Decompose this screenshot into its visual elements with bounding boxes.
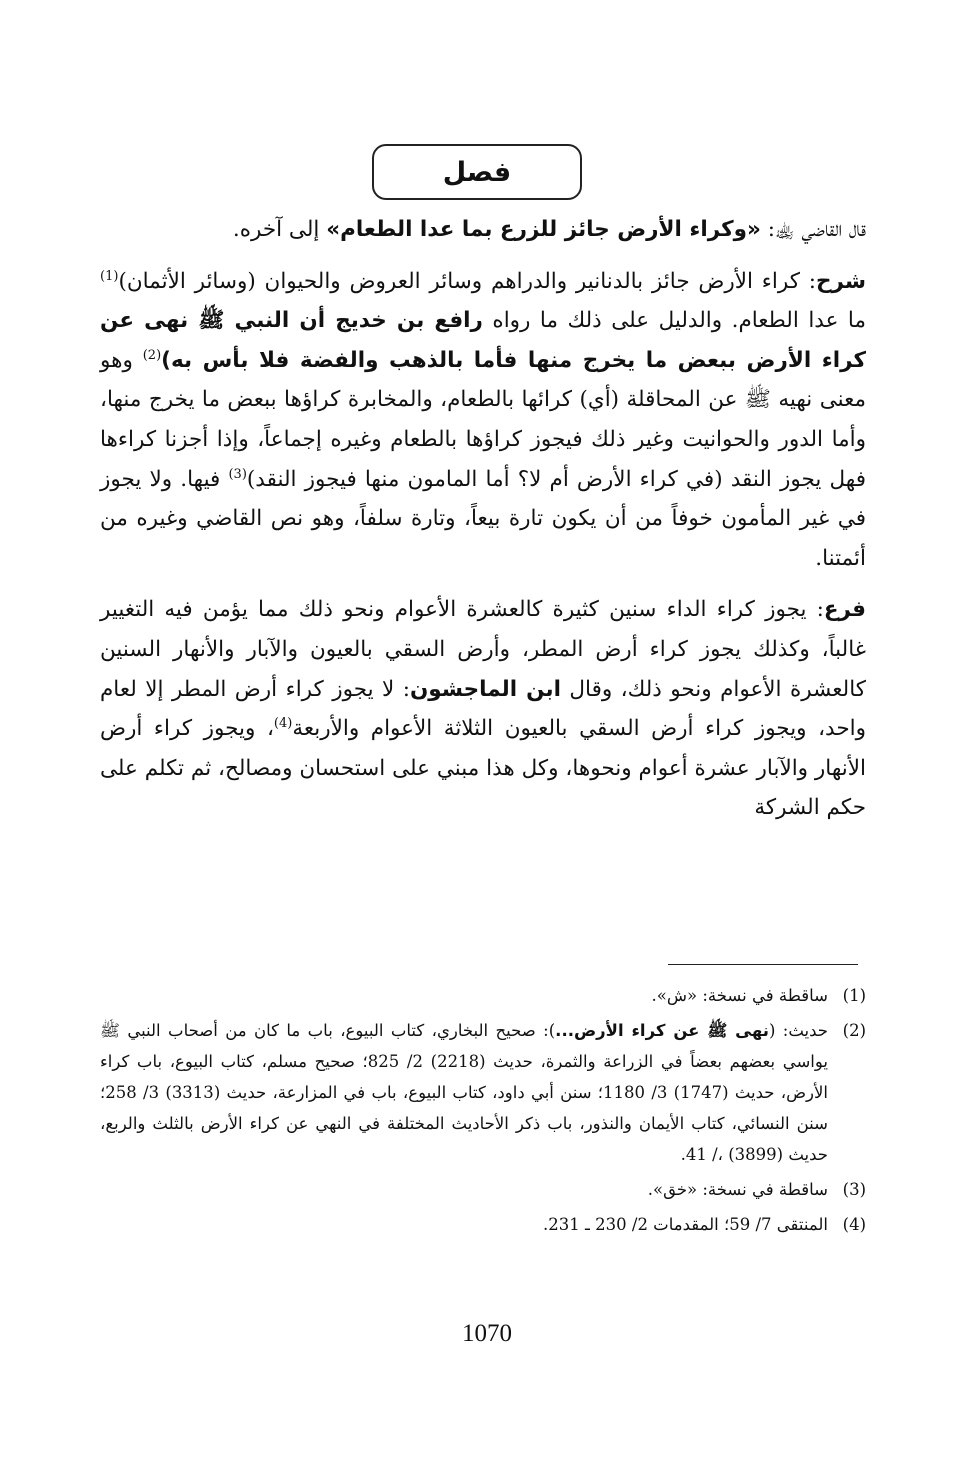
footnote-ref-1: (1) xyxy=(100,268,119,284)
footnote-text xyxy=(100,1015,828,1170)
far-text-1: : يجوز كراء الداء سنين كثيرة كالعشرة الأعوام ونحو ذلك مما يؤمن فيه التغيير غالباً، وكذلك يجوز كراء أرض المطر، وأرض السقي بالعيون والآبار والأنهار السنين كالعشرة الأعوام ونحو ذلك، وقال xyxy=(100,597,866,702)
hadith-text: رافع بن خديج أن النبي ﷺ نهى عن كراء الأرض ببعض ما يخرج منها فأما بالذهب والفضة فلا بأس به) xyxy=(100,308,866,373)
section-title-box xyxy=(372,144,582,200)
intro-prefix: قال القاضي ﵀: xyxy=(760,217,866,242)
far-text-3: ، ويجوز كراء أرض الأنهار والآبار عشرة أعوام ونحوها، وكل هذا مبني على استحسان ومصالح، ثم تكلم على حكم الشركة xyxy=(100,716,866,821)
footnote-ref-3: (3) xyxy=(228,466,247,482)
footnote-ref-2: (2) xyxy=(142,347,162,363)
intro-quote: «وكراء الأرض جائز للزرع بما عدا الطعام» xyxy=(326,217,761,242)
sharh-text-3: وهو معنى نهيه ﷺ عن المحاقلة (أي) كرائها بالطعام، والمخابرة كراؤها ببعض ما يخرج منها، وأما الدور والحوانيت وغير ذلك فيجوز كراؤها بالطعام وغيره إجماعاً، وإذا أجزنا كراءها فهل يجوز النقد (في كراء الأرض أم لا؟ أما المامون منها فيجوز النقد) xyxy=(100,347,866,492)
footnote-text: المنتقى 7/ 59؛ المقدمات 2/ 230 ـ 231. xyxy=(543,1215,828,1234)
intro-paragraph xyxy=(100,210,866,250)
sharh-text-4: فيها. ولا يجوز في غير المأمون خوفاً من أن يكون تارة بيعاً، وتارة سلفاً، وهو نص القاضي وغيره من أئمتنا. xyxy=(100,466,866,571)
footnote-number: (4) xyxy=(842,1215,866,1234)
footnote-hadith: نهى ﷺ عن كراء الأرض... xyxy=(555,1021,769,1040)
footnote-pre: حديث: ( xyxy=(768,1021,828,1040)
footnote-number: (3) xyxy=(842,1180,866,1199)
footnote-number: (1) xyxy=(842,986,866,1005)
sharh-text-1: : كراء الأرض جائز بالدنانير والدراهم وسائر العروض والحيوان (وسائر الأثمان) xyxy=(118,268,816,294)
far-label: فرع xyxy=(823,597,866,623)
sharh-text-2: ما عدا الطعام. والدليل على ذلك ما رواه xyxy=(482,308,866,334)
far-text-2: : لا يجوز كراء أرض المطر إلا لعام واحد، ويجوز كراء أرض السقي بالعيون الثلاثة الأعوام والأربعة xyxy=(100,676,866,742)
section-title: فصل xyxy=(442,156,512,188)
sharh-paragraph xyxy=(100,262,866,579)
footnote-divider xyxy=(668,964,858,965)
footnote-ref-4: (4) xyxy=(273,715,293,731)
page-number: 1070 xyxy=(462,1320,512,1347)
sharh-label: شرح xyxy=(815,268,866,294)
footnote xyxy=(100,1209,866,1240)
footnote xyxy=(100,1174,866,1205)
footnotes xyxy=(100,980,866,1244)
footnote xyxy=(100,1015,866,1170)
intro-suffix: إلى آخره. xyxy=(232,217,327,242)
main-text xyxy=(100,210,866,840)
footnote-number: (2) xyxy=(842,1021,866,1040)
scholar-name: ابن الماجشون xyxy=(409,676,561,702)
footnote-sources: ): صحيح البخاري، كتاب البيوع، باب ما كان من أصحاب النبي ﷺ يواسي بعضهم بعضاً في الزراعة والثمرة، حديث (2218) 2/ 825؛ صحيح مسلم، كتاب البيوع، باب كراء الأرض، حديث (1747) 3/ 1180؛ سنن أبي داود، كتاب البيوع، باب في المزارعة، حديث (3313) 3/ 258؛ سنن النسائي، كتاب الأيمان والنذور، باب ذكر الأحاديث المختلفة في النهي عن كراء الأرض بالثلث والربع، حديث (3899) ،/ 41. xyxy=(100,1021,828,1164)
far-paragraph xyxy=(100,590,866,828)
footnote xyxy=(100,980,866,1011)
footnote-text: ساقطة في نسخة: «ش». xyxy=(651,986,828,1005)
footnote-text: ساقطة في نسخة: «خق». xyxy=(647,1180,828,1199)
